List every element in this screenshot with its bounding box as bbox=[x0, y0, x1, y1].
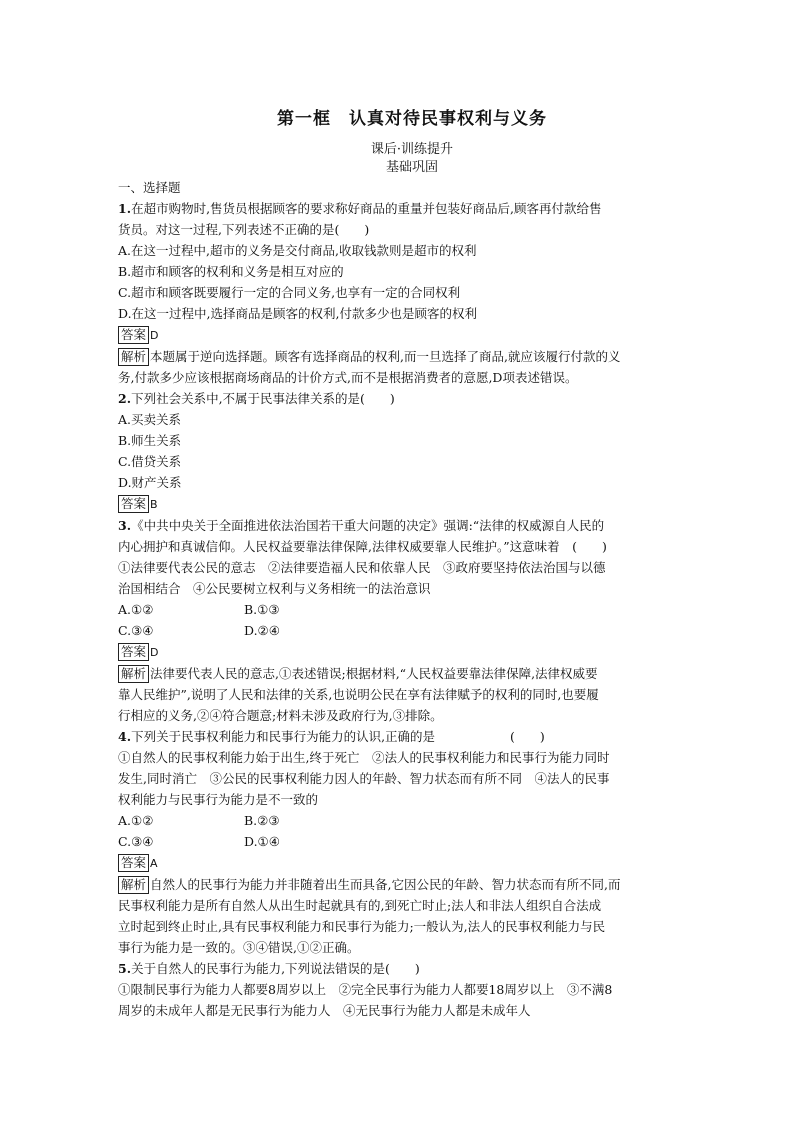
question-4-number: 4. bbox=[118, 729, 132, 744]
question-5-stem: 5.关于自然人的民事行为能力,下列说法错误的是( ) bbox=[118, 961, 420, 976]
question-3-number: 3. bbox=[118, 518, 132, 533]
question-1-number: 1. bbox=[118, 201, 132, 216]
question-1-stem-line2: 货员。对这一过程,下列表述不正确的是( ) bbox=[118, 222, 370, 237]
question-4-analysis-line2: 民事权利能力是所有自然人从出生时起就具有的,到死亡时止;法人和非法人组织自合法成 bbox=[118, 898, 602, 913]
question-1-option-c: C.超市和顾客既要履行一定的合同义务,也享有一定的合同权利 bbox=[118, 285, 461, 300]
question-3-items-line1: ①法律要代表公民的意志 ②法律要造福人民和依靠人民 ③政府要坚持依法治国与以德 bbox=[118, 560, 606, 575]
subtitle-after-class: 课后·训练提升 bbox=[370, 142, 454, 157]
question-1-answer bbox=[118, 324, 678, 346]
question-3-options-row2 bbox=[118, 620, 678, 641]
question-4-items-line1: ①自然人的民事权利能力始于出生,终于死亡 ②法人的民事权利能力和民事行为能力同时 bbox=[118, 750, 610, 765]
question-1-analysis-line1: 解析 本题属于逆向选择题。顾客有选择商品的权利,而一旦选择了商品,就应该履行付款的义 bbox=[118, 346, 678, 367]
analysis-tag: 解析 bbox=[118, 348, 149, 366]
answer-value: D bbox=[150, 329, 159, 342]
question-4-option-b: B.②③ bbox=[244, 813, 280, 828]
question-2-option-b: B.师生关系 bbox=[118, 433, 182, 448]
subtitle-basics: 基础巩固 bbox=[385, 160, 438, 175]
question-1-option-a: A.在这一过程中,超市的义务是交付商品,收取钱款则是超市的权利 bbox=[118, 243, 477, 258]
analysis-tag: 解析 bbox=[118, 876, 149, 894]
question-4-options-row1 bbox=[118, 810, 678, 831]
question-2-option-a: A.买卖关系 bbox=[118, 412, 182, 427]
page-title: 第一框 认真对待民事权利与义务 bbox=[277, 109, 547, 129]
question-5-items-line2: 周岁的未成年人都是无民事行为能力人 ④无民事行为能力人都是未成年人 bbox=[118, 1003, 531, 1018]
question-4-items-line2: 发生,同时消亡 ③公民的民事权利能力因人的年龄、智力状态而有所不同 ④法人的民事 bbox=[118, 771, 610, 786]
question-4-option-c: C.③④ bbox=[118, 834, 154, 849]
question-3-option-d: D.②④ bbox=[244, 623, 280, 638]
question-2-option-c: C.借贷关系 bbox=[118, 454, 182, 469]
question-3-stem-line1: 3.《中共中央关于全面推进依法治国若干重大问题的决定》强调:“法律的权威源自人民的 bbox=[118, 518, 605, 533]
question-3-analysis-line3: 行相应的义务,②④符合题意;材料未涉及政府行为,③排除。 bbox=[118, 708, 443, 723]
question-4-option-d: D.①④ bbox=[244, 834, 280, 849]
question-4-items-line3: 权利能力与民事行为能力是不一致的 bbox=[118, 792, 319, 807]
question-3-answer bbox=[118, 641, 678, 663]
answer-value: A bbox=[150, 857, 158, 870]
question-2-stem: 2.下列社会关系中,不属于民事法律关系的是( ) bbox=[118, 391, 395, 406]
question-1-option-d: D.在这一过程中,选择商品是顾客的权利,付款多少也是顾客的权利 bbox=[118, 306, 477, 321]
answer-tag: 答案 bbox=[118, 854, 149, 872]
question-3-items-line2: 治国相结合 ④公民要树立权利与义务相统一的法治意识 bbox=[118, 581, 431, 596]
question-3-analysis-line2: 靠人民维护”,说明了人民和法律的关系,也说明公民在享有法律赋予的权利的同时,也要履 bbox=[118, 687, 599, 702]
question-2-number: 2. bbox=[118, 391, 132, 406]
answer-tag: 答案 bbox=[118, 495, 149, 513]
question-3-stem-line2: 内心拥护和真诚信仰。人民权益要靠法律保障,法律权威要靠人民维护。”这意味着 ( ) bbox=[118, 539, 607, 554]
question-2-option-d: D.财产关系 bbox=[118, 475, 182, 490]
question-1-option-b: B.超市和顾客的权利和义务是相互对应的 bbox=[118, 264, 344, 279]
question-4-option-a: A.①② bbox=[118, 813, 154, 828]
question-3-options-row1 bbox=[118, 599, 678, 620]
answer-tag: 答案 bbox=[118, 643, 149, 661]
question-4-options-row2 bbox=[118, 831, 678, 852]
question-1-analysis-line2: 务,付款多少应该根据商场商品的计价方式,而不是根据消费者的意愿,D项表述错误。 bbox=[118, 370, 578, 385]
question-1-stem-line1: 1.在超市购物时,售货员根据顾客的要求称好商品的重量并包装好商品后,顾客再付款给售 bbox=[118, 201, 602, 216]
question-3-option-a: A.①② bbox=[118, 602, 154, 617]
question-5-items-line1: ①限制民事行为能力人都要8周岁以上 ②完全民事行为能力人都要18周岁以上 ③不满8 bbox=[118, 982, 613, 997]
answer-tag: 答案 bbox=[118, 326, 149, 344]
section-heading: 一、选择题 bbox=[118, 180, 181, 195]
answer-value: D bbox=[150, 646, 159, 659]
question-5-number: 5. bbox=[118, 961, 132, 976]
question-4-answer bbox=[118, 852, 678, 874]
question-4-stem: 4.下列关于民事权利能力和民事行为能力的认识,正确的是 ( ) bbox=[118, 729, 545, 744]
document-page bbox=[118, 104, 678, 1021]
analysis-tag: 解析 bbox=[118, 665, 149, 683]
question-2-answer bbox=[118, 493, 678, 515]
question-3-analysis-line1: 解析 法律要代表人民的意志,①表述错误;根据材料,“人民权益要靠法律保障,法律权威要 bbox=[118, 663, 678, 684]
question-4-analysis-line4: 事行为能力是一致的。③④错误,①②正确。 bbox=[118, 940, 360, 955]
question-3-option-b: B.①③ bbox=[244, 602, 280, 617]
question-4-analysis-line1: 解析 自然人的民事行为能力并非随着出生而具备,它因公民的年龄、智力状态而有所不同,而 bbox=[118, 874, 678, 895]
question-4-analysis-line3: 立时起到终止时止,具有民事权利能力和民事行为能力;一般认为,法人的民事权利能力与民 bbox=[118, 919, 606, 934]
question-3-option-c: C.③④ bbox=[118, 623, 154, 638]
answer-value: B bbox=[150, 498, 158, 511]
